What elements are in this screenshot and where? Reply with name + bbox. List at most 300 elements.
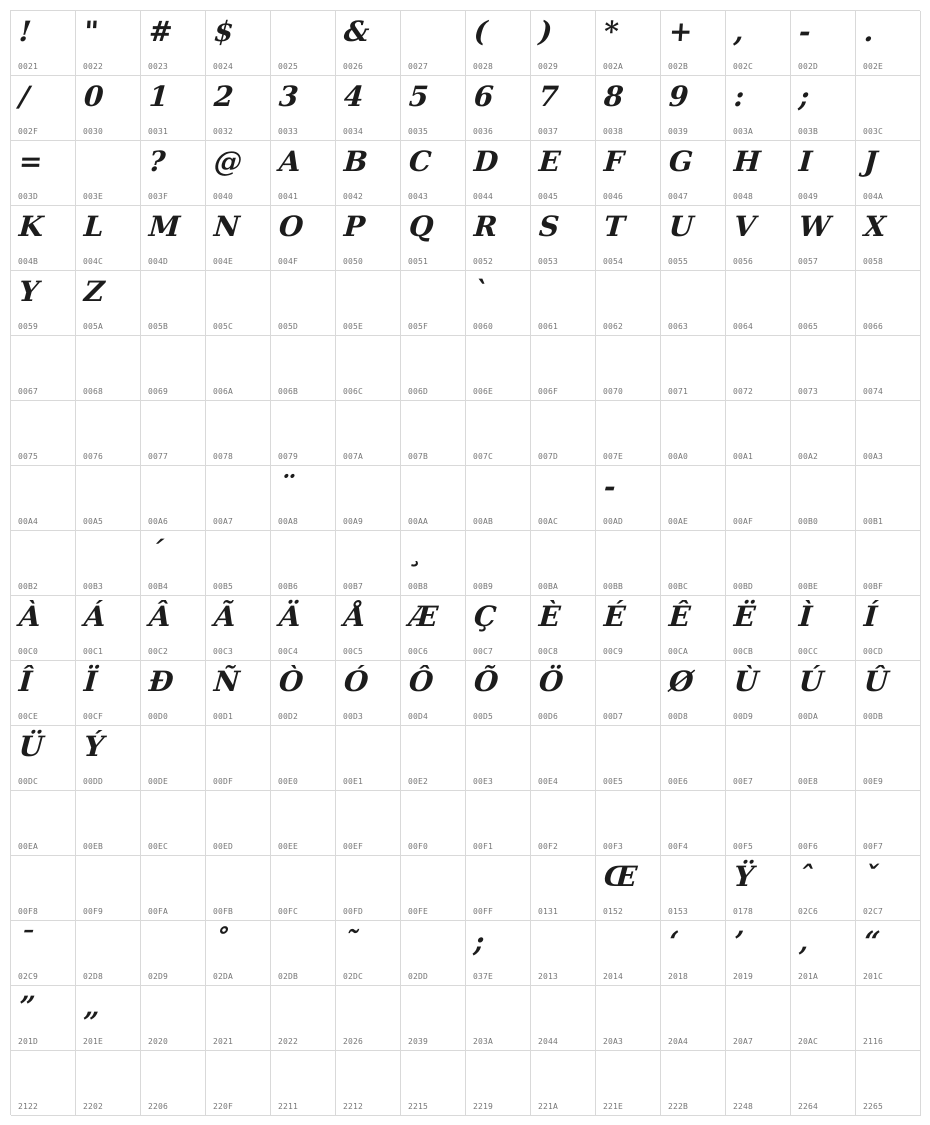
glyph-sample: Ô (407, 665, 434, 698)
codepoint-label: 004E (213, 257, 234, 266)
codepoint-label: 00AD (603, 517, 624, 526)
glyph-cell (141, 1051, 206, 1116)
codepoint-label: 0045 (538, 192, 559, 201)
glyph-cell (661, 271, 726, 336)
glyph-sample: ˜ (342, 925, 359, 958)
glyph-cell (11, 661, 76, 726)
codepoint-label: 00CE (18, 712, 39, 721)
glyph-cell (726, 531, 791, 596)
glyph-cell (596, 596, 661, 661)
codepoint-label: 002D (798, 62, 819, 71)
codepoint-label: 003C (863, 127, 884, 136)
glyph-cell (726, 986, 791, 1051)
codepoint-label: 006F (538, 387, 559, 396)
codepoint-label: 006B (278, 387, 299, 396)
glyph-cell (791, 11, 856, 76)
glyph-cell (596, 271, 661, 336)
glyph-cell (856, 206, 921, 271)
codepoint-label: 0051 (408, 257, 429, 266)
codepoint-label: 00A5 (83, 517, 104, 526)
glyph-cell (726, 141, 791, 206)
codepoint-label: 00EA (18, 842, 39, 851)
glyph-cell (596, 76, 661, 141)
glyph-sample: R (472, 210, 498, 243)
glyph-cell (206, 466, 271, 531)
glyph-cell (401, 76, 466, 141)
glyph-cell (401, 856, 466, 921)
codepoint-label: 2219 (473, 1102, 494, 1111)
codepoint-label: 2265 (863, 1102, 884, 1111)
glyph-cell (466, 726, 531, 791)
codepoint-label: 00C9 (603, 647, 624, 656)
glyph-cell (271, 76, 336, 141)
glyph-cell (726, 76, 791, 141)
codepoint-label: 002F (18, 127, 39, 136)
glyph-cell (661, 531, 726, 596)
codepoint-label: 02C9 (18, 972, 39, 981)
codepoint-label: 201D (18, 1037, 39, 1046)
codepoint-label: 0028 (473, 62, 494, 71)
codepoint-label: 0153 (668, 907, 689, 916)
glyph-cell (466, 1051, 531, 1116)
codepoint-label: 02C7 (863, 907, 884, 916)
glyph-sample: ˚ (212, 925, 229, 958)
glyph-cell (791, 206, 856, 271)
codepoint-label: 00C0 (18, 647, 39, 656)
glyph-sample: U (667, 210, 694, 243)
codepoint-label: 00A8 (278, 517, 299, 526)
glyph-cell (11, 141, 76, 206)
codepoint-label: 02DD (408, 972, 429, 981)
glyph-sample: Œ (602, 860, 638, 893)
codepoint-label: 005F (408, 322, 429, 331)
codepoint-label: 00FD (343, 907, 364, 916)
glyph-cell (596, 921, 661, 986)
codepoint-label: 004D (148, 257, 169, 266)
glyph-cell (11, 336, 76, 401)
codepoint-label: 00A1 (733, 452, 754, 461)
codepoint-label: 00F2 (538, 842, 559, 851)
codepoint-label: 02D9 (148, 972, 169, 981)
codepoint-label: 00D1 (213, 712, 234, 721)
glyph-sample: : (732, 80, 745, 113)
codepoint-label: 00ED (213, 842, 234, 851)
codepoint-label: 0073 (798, 387, 819, 396)
codepoint-label: 00B0 (798, 517, 819, 526)
codepoint-label: 0060 (473, 322, 494, 331)
glyph-cell (856, 726, 921, 791)
codepoint-label: 00C3 (213, 647, 234, 656)
glyph-cell (11, 791, 76, 856)
glyph-cell (76, 921, 141, 986)
codepoint-label: 00EE (278, 842, 299, 851)
glyph-sample: - (602, 470, 616, 503)
glyph-sample: 7 (537, 80, 559, 113)
codepoint-label: 00C1 (83, 647, 104, 656)
codepoint-label: 2019 (733, 972, 754, 981)
glyph-cell (271, 661, 336, 726)
codepoint-label: 2212 (343, 1102, 364, 1111)
glyph-sample: Ç (472, 600, 497, 633)
glyph-sample: ¸ (407, 535, 424, 568)
codepoint-label: 0030 (83, 127, 104, 136)
codepoint-label: 0033 (278, 127, 299, 136)
codepoint-label: 0029 (538, 62, 559, 71)
glyph-cell (11, 1051, 76, 1116)
glyph-cell (76, 11, 141, 76)
codepoint-label: 00E2 (408, 777, 429, 786)
glyph-cell (76, 141, 141, 206)
glyph-sample: ’ (732, 925, 744, 958)
glyph-sample: ; (472, 925, 485, 958)
glyph-cell (76, 401, 141, 466)
glyph-cell (856, 271, 921, 336)
glyph-cell (141, 206, 206, 271)
codepoint-label: 0054 (603, 257, 624, 266)
codepoint-label: 00A6 (148, 517, 169, 526)
glyph-sample: Î (17, 665, 33, 698)
codepoint-label: 2026 (343, 1037, 364, 1046)
codepoint-label: 00F5 (733, 842, 754, 851)
glyph-sample: J (862, 145, 878, 178)
codepoint-label: 005B (148, 322, 169, 331)
glyph-cell (141, 596, 206, 661)
glyph-cell (596, 531, 661, 596)
glyph-cell (661, 791, 726, 856)
glyph-sample: Ê (667, 600, 691, 633)
codepoint-label: 00AE (668, 517, 689, 526)
glyph-cell (791, 531, 856, 596)
codepoint-label: 00BD (733, 582, 754, 591)
codepoint-label: 0023 (148, 62, 169, 71)
glyph-sample: B (342, 145, 368, 178)
codepoint-label: 0053 (538, 257, 559, 266)
glyph-cell (661, 856, 726, 921)
glyph-cell (856, 466, 921, 531)
codepoint-label: 00FC (278, 907, 299, 916)
glyph-cell (466, 791, 531, 856)
codepoint-label: 2014 (603, 972, 624, 981)
codepoint-label: 00CC (798, 647, 819, 656)
glyph-sample: F (602, 145, 625, 178)
codepoint-label: 0178 (733, 907, 754, 916)
glyph-cell (466, 921, 531, 986)
codepoint-label: 003E (83, 192, 104, 201)
codepoint-label: 2022 (278, 1037, 299, 1046)
glyph-cell (531, 531, 596, 596)
glyph-cell (271, 401, 336, 466)
glyph-cell (661, 141, 726, 206)
glyph-cell (466, 76, 531, 141)
codepoint-label: 0026 (343, 62, 364, 71)
glyph-cell (596, 856, 661, 921)
glyph-cell (401, 336, 466, 401)
glyph-sample: L (82, 210, 104, 243)
codepoint-label: 00D9 (733, 712, 754, 721)
glyph-sample: + (667, 15, 693, 48)
codepoint-label: 221A (538, 1102, 559, 1111)
glyph-sample: Y (17, 275, 40, 308)
codepoint-label: 003A (733, 127, 754, 136)
glyph-cell (856, 401, 921, 466)
codepoint-label: 00DB (863, 712, 884, 721)
glyph-cell (401, 271, 466, 336)
codepoint-label: 00B9 (473, 582, 494, 591)
glyph-cell (271, 856, 336, 921)
glyph-sample: Ì (797, 600, 813, 633)
glyph-cell (401, 986, 466, 1051)
glyph-sample: T (602, 210, 626, 243)
codepoint-label: 0066 (863, 322, 884, 331)
glyph-cell (336, 466, 401, 531)
glyph-cell (466, 336, 531, 401)
glyph-sample: Ë (732, 600, 756, 633)
codepoint-label: 00C7 (473, 647, 494, 656)
glyph-cell (206, 271, 271, 336)
glyph-cell (466, 206, 531, 271)
codepoint-label: 00E3 (473, 777, 494, 786)
glyph-cell (271, 206, 336, 271)
glyph-sample: " (82, 15, 99, 48)
codepoint-label: 2044 (538, 1037, 559, 1046)
glyph-cell (336, 791, 401, 856)
codepoint-label: 0131 (538, 907, 559, 916)
codepoint-label: 00DF (213, 777, 234, 786)
glyph-sample: Q (407, 210, 434, 243)
codepoint-label: 0049 (798, 192, 819, 201)
glyph-sample: Å (342, 600, 366, 633)
codepoint-label: 0032 (213, 127, 234, 136)
glyph-cell (531, 206, 596, 271)
glyph-cell (141, 336, 206, 401)
glyph-sample: I (797, 145, 813, 178)
glyph-cell (791, 596, 856, 661)
glyph-cell (791, 726, 856, 791)
glyph-cell (76, 466, 141, 531)
codepoint-label: 00E7 (733, 777, 754, 786)
glyph-cell (206, 141, 271, 206)
glyph-cell (856, 141, 921, 206)
glyph-cell (531, 401, 596, 466)
codepoint-label: 00FA (148, 907, 169, 916)
glyph-cell (271, 271, 336, 336)
codepoint-label: 00D2 (278, 712, 299, 721)
codepoint-label: 2122 (18, 1102, 39, 1111)
glyph-sample: . (862, 15, 874, 48)
codepoint-label: 00D8 (668, 712, 689, 721)
glyph-cell (726, 726, 791, 791)
glyph-cell (596, 791, 661, 856)
codepoint-label: 00D6 (538, 712, 559, 721)
glyph-cell (466, 856, 531, 921)
glyph-cell (856, 76, 921, 141)
codepoint-label: 0063 (668, 322, 689, 331)
glyph-cell (661, 206, 726, 271)
glyph-cell (271, 921, 336, 986)
glyph-cell (726, 791, 791, 856)
glyph-cell (531, 271, 596, 336)
codepoint-label: 006D (408, 387, 429, 396)
codepoint-label: 00F0 (408, 842, 429, 851)
glyph-cell (466, 596, 531, 661)
codepoint-label: 2248 (733, 1102, 754, 1111)
glyph-cell (856, 336, 921, 401)
glyph-cell (401, 1051, 466, 1116)
codepoint-label: 0031 (148, 127, 169, 136)
glyph-cell (11, 466, 76, 531)
glyph-cell (401, 11, 466, 76)
glyph-cell (11, 531, 76, 596)
codepoint-label: 003F (148, 192, 169, 201)
codepoint-label: 004A (863, 192, 884, 201)
glyph-cell (791, 271, 856, 336)
glyph-cell (726, 661, 791, 726)
codepoint-label: 0064 (733, 322, 754, 331)
glyph-cell (206, 921, 271, 986)
glyph-cell (271, 726, 336, 791)
codepoint-label: 0040 (213, 192, 234, 201)
codepoint-label: 2018 (668, 972, 689, 981)
glyph-cell (11, 921, 76, 986)
glyph-cell (726, 596, 791, 661)
codepoint-label: 0152 (603, 907, 624, 916)
glyph-cell (141, 466, 206, 531)
codepoint-label: 00CA (668, 647, 689, 656)
codepoint-label: 02C6 (798, 907, 819, 916)
codepoint-label: 2264 (798, 1102, 819, 1111)
codepoint-label: 0061 (538, 322, 559, 331)
codepoint-label: 00D4 (408, 712, 429, 721)
glyph-cell (271, 141, 336, 206)
glyph-sample: C (407, 145, 432, 178)
codepoint-label: 00A2 (798, 452, 819, 461)
codepoint-label: 00B7 (343, 582, 364, 591)
codepoint-label: 2039 (408, 1037, 429, 1046)
glyph-cell (856, 791, 921, 856)
glyph-sample: É (602, 600, 626, 633)
glyph-cell (466, 401, 531, 466)
glyph-sample: “ (862, 925, 881, 958)
codepoint-label: 00A0 (668, 452, 689, 461)
codepoint-label: 0044 (473, 192, 494, 201)
codepoint-label: 0057 (798, 257, 819, 266)
glyph-sample: 6 (472, 80, 494, 113)
glyph-cell (596, 986, 661, 1051)
glyph-cell (141, 921, 206, 986)
glyph-cell (336, 76, 401, 141)
glyph-cell (531, 1051, 596, 1116)
codepoint-label: 00B8 (408, 582, 429, 591)
glyph-cell (531, 921, 596, 986)
codepoint-label: 005C (213, 322, 234, 331)
glyph-cell (206, 401, 271, 466)
glyph-sample: Õ (472, 665, 499, 698)
glyph-sample: 2 (212, 80, 234, 113)
glyph-cell (661, 401, 726, 466)
glyph-cell (141, 271, 206, 336)
glyph-cell (531, 141, 596, 206)
codepoint-label: 0025 (278, 62, 299, 71)
glyph-cell (791, 986, 856, 1051)
glyph-cell (271, 1051, 336, 1116)
glyph-sample: K (17, 210, 44, 243)
glyph-sample: Ð (147, 665, 174, 698)
codepoint-label: 0034 (343, 127, 364, 136)
codepoint-label: 00E1 (343, 777, 364, 786)
codepoint-label: 00EC (148, 842, 169, 851)
glyph-cell (11, 76, 76, 141)
glyph-sample: N (212, 210, 240, 243)
codepoint-label: 2206 (148, 1102, 169, 1111)
glyph-cell (791, 1051, 856, 1116)
codepoint-label: 0042 (343, 192, 364, 201)
codepoint-label: 2116 (863, 1037, 884, 1046)
codepoint-label: 0036 (473, 127, 494, 136)
codepoint-label: 0070 (603, 387, 624, 396)
codepoint-label: 00A4 (18, 517, 39, 526)
glyph-sample: X (862, 210, 886, 243)
glyph-sample: ´ (147, 535, 164, 568)
codepoint-label: 00AA (408, 517, 429, 526)
codepoint-label: 0021 (18, 62, 39, 71)
glyph-cell (401, 141, 466, 206)
glyph-cell (531, 76, 596, 141)
glyph-cell (336, 661, 401, 726)
glyph-cell (401, 661, 466, 726)
codepoint-label: 2020 (148, 1037, 169, 1046)
glyph-cell (726, 206, 791, 271)
glyph-cell (726, 336, 791, 401)
codepoint-label: 0022 (83, 62, 104, 71)
glyph-cell (791, 661, 856, 726)
codepoint-label: 00DC (18, 777, 39, 786)
glyph-sample: - (797, 15, 811, 48)
glyph-cell (466, 271, 531, 336)
codepoint-label: 003D (18, 192, 39, 201)
glyph-sample: E (537, 145, 561, 178)
glyph-cell (206, 531, 271, 596)
glyph-sample: Ú (797, 665, 824, 698)
glyph-sample: ) (537, 15, 553, 48)
glyph-cell (271, 791, 336, 856)
codepoint-label: 0039 (668, 127, 689, 136)
glyph-sample: Â (147, 600, 171, 633)
glyph-cell (336, 921, 401, 986)
glyph-cell (791, 921, 856, 986)
codepoint-label: 00CF (83, 712, 104, 721)
glyph-cell (726, 1051, 791, 1116)
glyph-cell (271, 531, 336, 596)
glyph-cell (596, 726, 661, 791)
glyph-cell (726, 921, 791, 986)
codepoint-label: 00BC (668, 582, 689, 591)
glyph-sample: ¨ (277, 470, 294, 503)
glyph-cell (401, 596, 466, 661)
glyph-cell (726, 466, 791, 531)
codepoint-label: 00F6 (798, 842, 819, 851)
codepoint-label: 00C2 (148, 647, 169, 656)
glyph-cell (791, 466, 856, 531)
glyph-cell (791, 791, 856, 856)
glyph-cell (531, 661, 596, 726)
glyph-sample: M (147, 210, 181, 243)
glyph-cell (466, 11, 531, 76)
codepoint-label: 00AB (473, 517, 494, 526)
codepoint-label: 00EF (343, 842, 364, 851)
glyph-cell (401, 206, 466, 271)
glyph-cell (661, 466, 726, 531)
glyph-cell (466, 466, 531, 531)
